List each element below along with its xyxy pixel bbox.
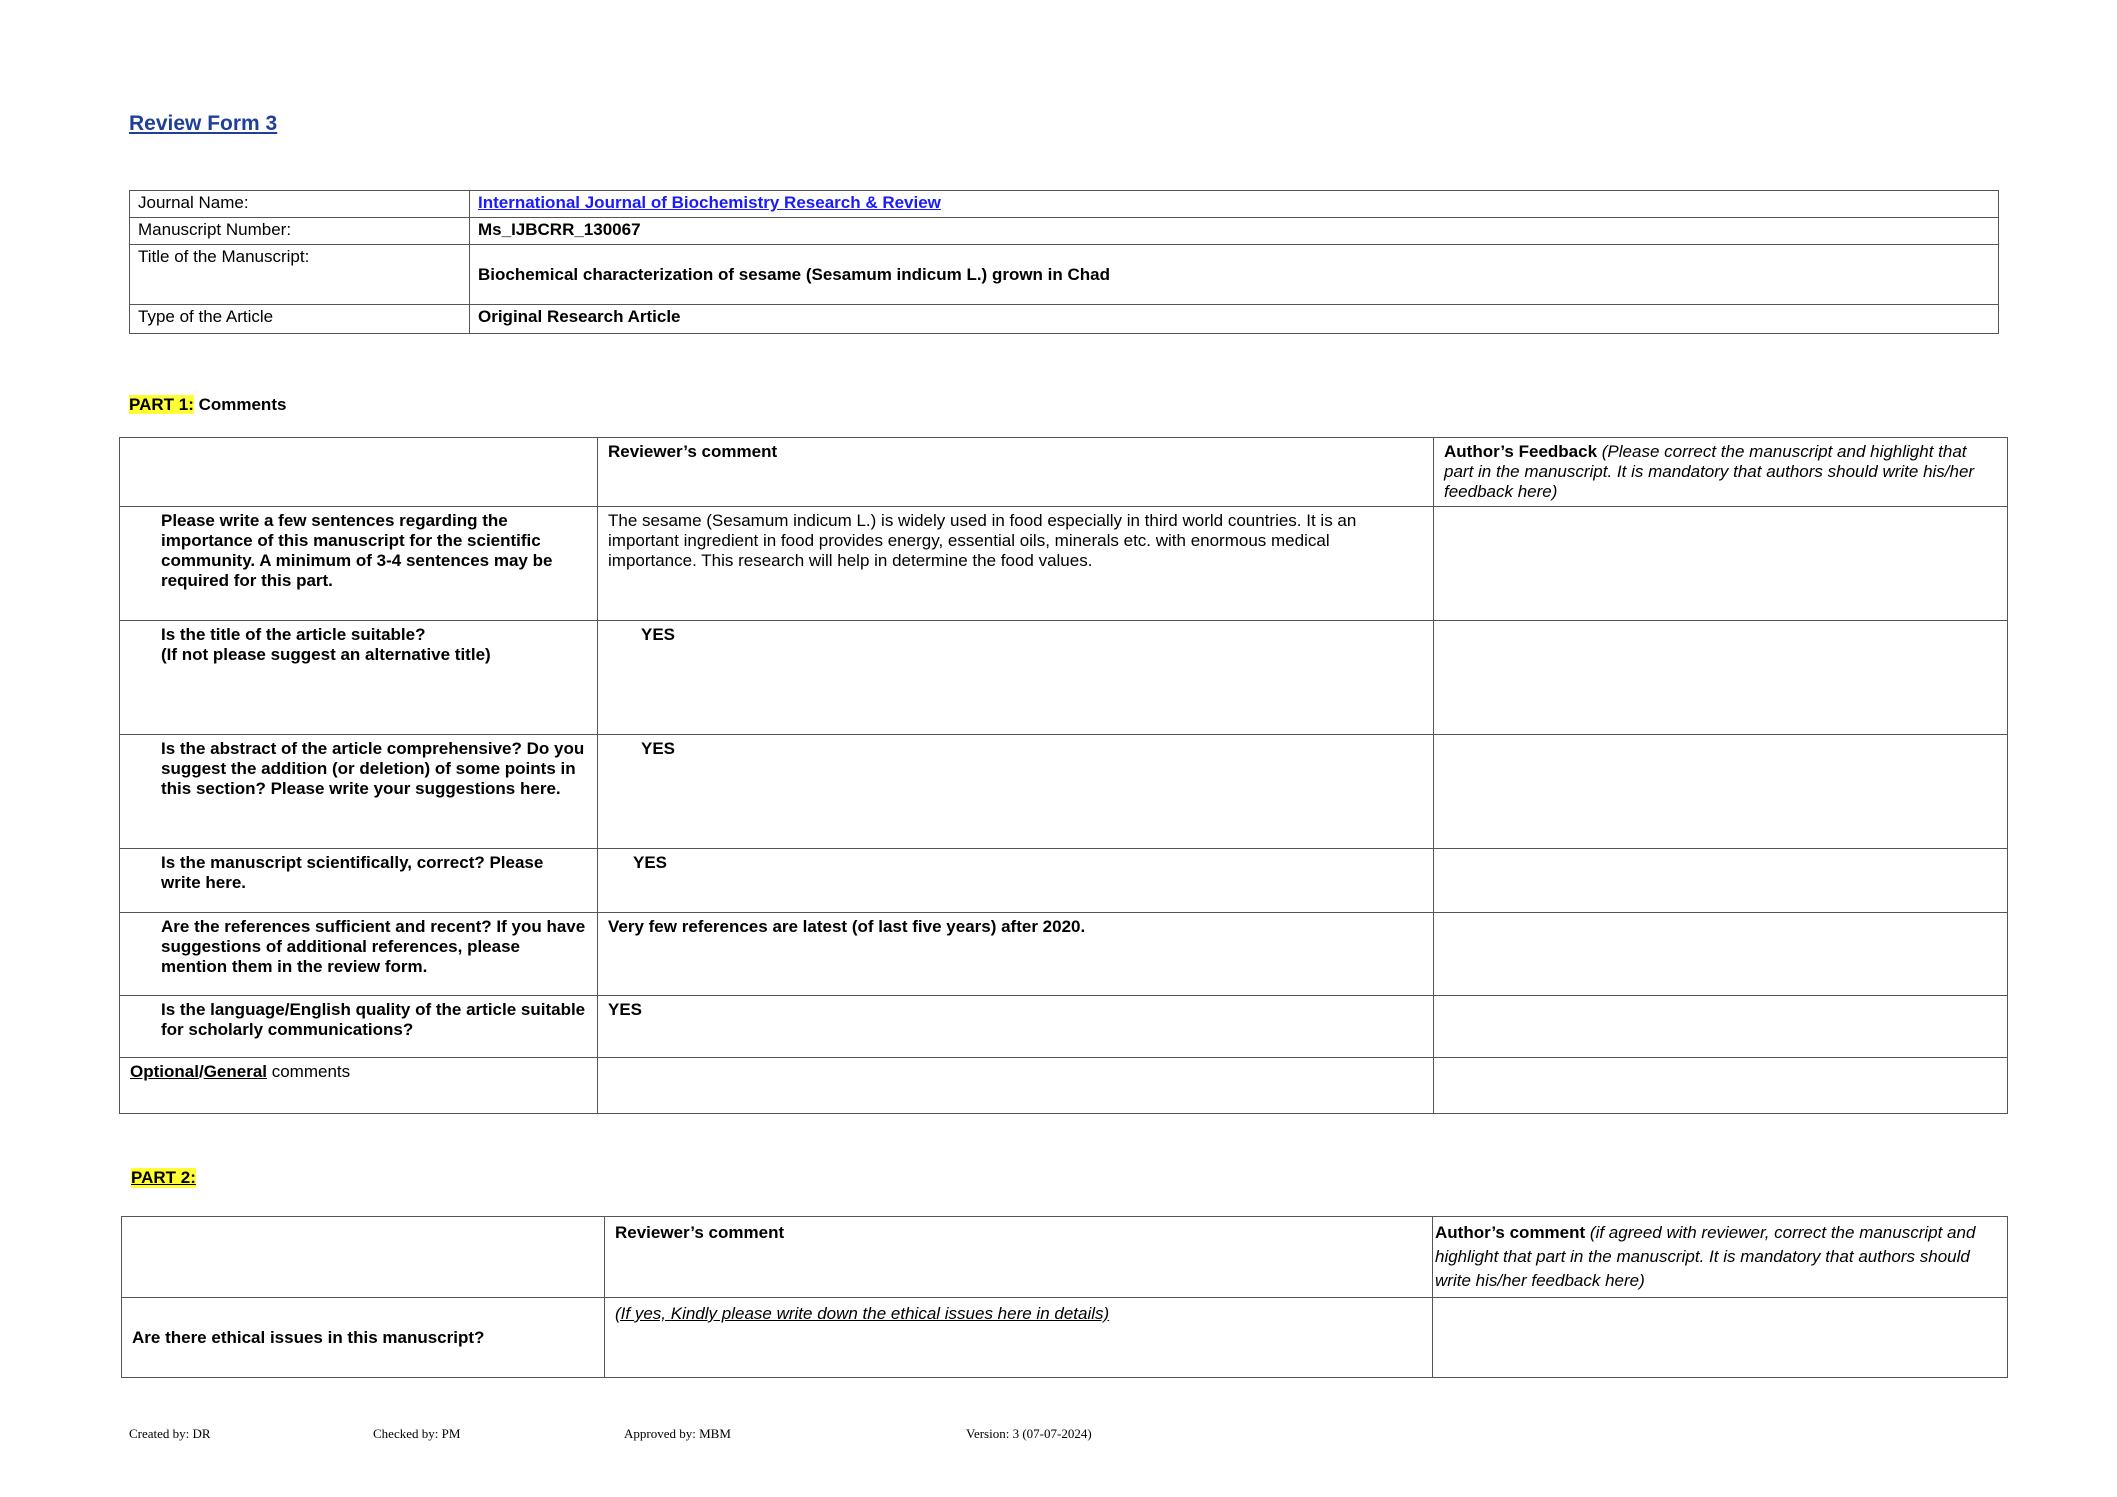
footer-created: Created by: DR bbox=[129, 1426, 211, 1441]
ethical-hint[interactable]: (If yes, Kindly please write down the ethical issues here in details) bbox=[605, 1298, 1433, 1378]
journal-label: Journal Name: bbox=[130, 191, 470, 218]
table-row bbox=[120, 621, 2008, 735]
part1-comments-table bbox=[119, 437, 2008, 1114]
question: Is the title of the article suitable? (If not please suggest an alternative title) bbox=[120, 621, 598, 735]
title-label: Title of the Manuscript: bbox=[130, 245, 470, 305]
footer-version: Version: 3 (07-07-2024) bbox=[966, 1426, 1092, 1441]
table-row bbox=[120, 913, 2008, 996]
reviewer-comment-header: Reviewer’s comment bbox=[598, 438, 1434, 507]
manuscript-number: Ms_IJBCRR_130067 bbox=[470, 218, 1999, 245]
question: Are the references sufficient and recent? If you have suggestions of additional references, please mention them in the review form. bbox=[120, 913, 598, 996]
table-row bbox=[120, 507, 2008, 621]
table-row bbox=[120, 996, 2008, 1058]
author-comment-header: Author’s comment (if agreed with reviewer, correct the manuscript and highlight that part in the manuscript. It is mandatory that authors should write his/her feedback here) bbox=[1433, 1217, 2008, 1298]
author-feedback-cell[interactable] bbox=[1434, 1058, 2008, 1114]
author-feedback-header: Author’s Feedback (Please correct the manuscript and highlight that part in the manuscript. It is mandatory that authors should write his/her feedback here) bbox=[1434, 438, 2008, 507]
table-row bbox=[120, 1058, 2008, 1114]
part2-table bbox=[121, 1216, 2008, 1378]
form-title: Review Form 3 bbox=[129, 112, 278, 135]
question: Please write a few sentences regarding the importance of this manuscript for the scientific community. A minimum of 3-4 sentences may be required for this part. bbox=[120, 507, 598, 621]
ethical-question: Are there ethical issues in this manuscript? bbox=[122, 1298, 605, 1378]
table-row bbox=[120, 849, 2008, 913]
reviewer-comment[interactable]: YES bbox=[598, 735, 1434, 849]
reviewer-comment[interactable]: Very few references are latest (of last five years) after 2020. bbox=[598, 913, 1434, 996]
manuscript-title: Biochemical characterization of sesame (Sesamum indicum L.) grown in Chad bbox=[470, 245, 1999, 305]
reviewer-comment[interactable]: The sesame (Sesamum indicum L.) is widely used in food especially in third world countries. It is an important ingredient in food provides energy, essential oils, minerals etc. with enormous medical importance. This research will help in determine the food values. bbox=[598, 507, 1434, 621]
question: Is the manuscript scientifically, correct? Please write here. bbox=[120, 849, 598, 913]
part1-heading bbox=[129, 395, 286, 415]
reviewer-comment[interactable] bbox=[598, 1058, 1434, 1114]
type-label: Type of the Article bbox=[130, 305, 470, 334]
table-row bbox=[120, 735, 2008, 849]
table-row bbox=[122, 1298, 2008, 1378]
author-feedback-cell[interactable] bbox=[1434, 621, 2008, 735]
author-feedback-cell[interactable] bbox=[1434, 735, 2008, 849]
article-type: Original Research Article bbox=[470, 305, 1999, 334]
reviewer-comment[interactable]: YES bbox=[598, 849, 1434, 913]
author-feedback-cell[interactable] bbox=[1434, 507, 2008, 621]
question: Is the language/English quality of the article suitable for scholarly communications? bbox=[120, 996, 598, 1058]
manuscript-info-table bbox=[129, 190, 1999, 334]
author-feedback-cell[interactable] bbox=[1434, 849, 2008, 913]
footer-checked: Checked by: PM bbox=[373, 1426, 461, 1441]
optional-comments-label: Optional/General comments bbox=[120, 1058, 598, 1114]
question: Is the abstract of the article comprehensive? Do you suggest the addition (or deletion) of some points in this section? Please write your suggestions here. bbox=[120, 735, 598, 849]
journal-link[interactable]: International Journal of Biochemistry Research & Review bbox=[478, 193, 941, 212]
part1-suffix: Comments bbox=[193, 395, 287, 414]
part1-label: PART 1: bbox=[129, 395, 194, 414]
manuscript-label: Manuscript Number: bbox=[130, 218, 470, 245]
reviewer-comment-header: Reviewer’s comment bbox=[605, 1217, 1433, 1298]
part2-label: PART 2: bbox=[131, 1168, 196, 1187]
author-feedback-cell[interactable] bbox=[1434, 996, 2008, 1058]
footer-approved: Approved by: MBM bbox=[624, 1426, 731, 1441]
author-feedback-cell[interactable] bbox=[1434, 913, 2008, 996]
reviewer-comment[interactable]: YES bbox=[598, 621, 1434, 735]
author-comment-cell[interactable] bbox=[1433, 1298, 2008, 1378]
reviewer-comment[interactable]: YES bbox=[598, 996, 1434, 1058]
